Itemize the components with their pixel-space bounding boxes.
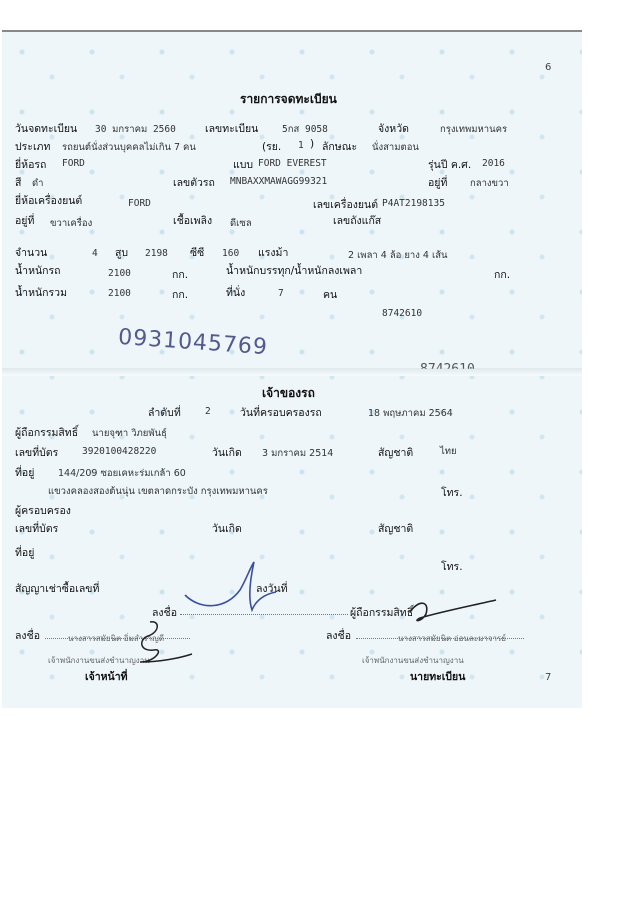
left-official-name: นางสาวสมัยนิต อิ่มสำราญดี <box>68 634 165 643</box>
year: 2016 <box>482 158 505 169</box>
color: ดำ <box>32 178 44 189</box>
id2-label: เลขที่บัตร <box>15 523 59 535</box>
style-value: นั่งสามตอน <box>372 142 419 153</box>
brand-label: ยี่ห้อรถ <box>15 159 47 171</box>
possessor-label: ผู้ครอบครอง <box>15 505 71 517</box>
cc: 2198 <box>145 248 168 259</box>
owner-label: ผู้ถือกรรมสิทธิ์ <box>15 427 79 439</box>
sign-label: ลงชื่อ <box>152 607 177 619</box>
horsepower: 160 <box>222 248 240 259</box>
right-official-name: นางสาวสมัยนิต อ่อนละมาจารย์ <box>398 634 506 643</box>
chassis: MNBAXXMAWAGG99321 <box>230 176 328 187</box>
addr-line1: 144/209 ซอยเคหะร่มเกล้า 60 <box>58 468 186 479</box>
engine-loc-label: อยู่ที่ <box>15 215 35 227</box>
owner-title: เจ้าของรถ <box>262 386 315 400</box>
right-sign-label: ลงชื่อ <box>326 630 351 642</box>
weight: 2100 <box>108 268 131 279</box>
addr-label: ที่อยู่ <box>15 467 35 479</box>
chassis-loc: กลางขวา <box>470 178 509 189</box>
seq-label: ลำดับที่ <box>148 407 181 419</box>
handwritten-phone: 0931045769 <box>117 324 269 361</box>
id-number: 3920100428220 <box>82 446 157 457</box>
brand: FORD <box>62 158 85 169</box>
nationality: ไทย <box>440 446 457 457</box>
seat-label: ที่นั่ง <box>226 287 246 299</box>
weight-label: น้ำหนักรถ <box>15 265 61 277</box>
right-official-role: นายทะเบียน <box>410 671 466 683</box>
chassis-loc-label: อยู่ที่ <box>428 177 448 189</box>
gross-label: น้ำหนักรวม <box>15 287 67 299</box>
poss-date: 18 พฤษภาคม 2564 <box>368 408 453 419</box>
id-label: เลขที่บัตร <box>15 447 59 459</box>
nat-label: สัญชาติ <box>378 447 414 459</box>
seq: 2 <box>205 406 211 417</box>
fuel: ดีเซล <box>230 218 252 229</box>
kg-2: กก. <box>494 269 511 281</box>
rs-label: (รย. <box>262 141 282 153</box>
page-number-bottom: 7 <box>545 672 552 683</box>
seat-unit: คน <box>323 289 338 301</box>
rs-value: 1 <box>298 140 304 151</box>
province: กรุงเทพมหานคร <box>440 124 508 135</box>
vehicle-type: รถยนต์นั่งส่วนบุคคลไม่เกิน 7 คน <box>62 142 196 153</box>
kg-1: กก. <box>172 269 189 281</box>
addr-line2: แขวงคลองสองต้นนุ่น เขตลาดกระบัง กรุงเทพมหานคร <box>48 486 268 497</box>
cylinder-count: 4 <box>92 248 98 259</box>
cc-label: ซีซี <box>190 247 205 259</box>
right-official-signature <box>400 592 510 632</box>
engine-no: P4AT2198135 <box>382 198 445 209</box>
page-fold <box>2 368 582 376</box>
dob: 3 มกราคม 2514 <box>262 448 334 459</box>
left-official-signature <box>130 618 200 668</box>
plate: 5กส 9058 <box>282 124 328 135</box>
registration-title: รายการจดทะเบียน <box>240 92 337 106</box>
chassis-label: เลขตัวรถ <box>173 177 215 189</box>
hp-label: แรงม้า <box>258 247 289 259</box>
engine-no-label: เลขเครื่องยนต์ <box>313 199 379 211</box>
color-label: สี <box>15 177 22 189</box>
page-number-top: 6 <box>545 62 552 73</box>
dob-label: วันเกิด <box>212 447 242 459</box>
sign-role: ผู้ถือกรรมสิทธิ์ <box>350 607 414 619</box>
owner-name: นายจุฑา วิภยพันธุ์ <box>92 428 167 439</box>
tel-label: โทร. <box>441 487 463 499</box>
addr2-label: ที่อยู่ <box>15 547 35 559</box>
tel2-label: โทร. <box>441 561 463 573</box>
count-label: จำนวน <box>15 247 48 259</box>
poss-date-label: วันที่ครอบครองรถ <box>240 407 322 419</box>
engine-brand-label: ยี่ห้อเครื่องยนต์ <box>15 195 83 207</box>
kg-3: กก. <box>172 289 189 301</box>
gas-tank-label: เลขถังแก๊ส <box>333 215 382 227</box>
rs-close: ) <box>310 138 315 150</box>
reg-date-label: วันจดทะเบียน <box>15 123 78 135</box>
dob2-label: วันเกิด <box>212 523 242 535</box>
load-label: น้ำหนักบรรทุก/น้ำหนักลงเพลา <box>226 265 363 277</box>
style-label: ลักษณะ <box>322 141 358 153</box>
cyl-label: สูบ <box>115 247 129 259</box>
type-label: ประเภท <box>15 141 51 153</box>
year-label: รุ่นปี ค.ศ. <box>428 159 472 171</box>
right-official-role-small: เจ้าพนักงานขนส่งชำนาญงาน <box>362 656 464 665</box>
reg-date: 30 มกราคม 2560 <box>95 124 176 135</box>
nat2-label: สัญชาติ <box>378 523 414 535</box>
left-official-role-small: เจ้าพนักงานขนส่งชำนาญงาน <box>48 656 150 665</box>
left-sign-label: ลงชื่อ <box>15 630 40 642</box>
left-official-role: เจ้าหน้าที่ <box>85 671 128 683</box>
gross-weight: 2100 <box>108 288 131 299</box>
doc-code: 8742610 <box>382 308 423 319</box>
model-label: แบบ <box>233 159 254 171</box>
plate-label: เลขทะเบียน <box>205 123 259 135</box>
engine-brand: FORD <box>128 198 151 209</box>
owner-signature <box>180 560 280 620</box>
seats: 7 <box>278 288 284 299</box>
lease-label: สัญญาเช่าซื้อเลขที่ <box>15 583 100 595</box>
lease-date-label: ลงวันที่ <box>256 583 288 595</box>
engine-loc: ขวาเครื่อง <box>50 218 93 229</box>
province-label: จังหวัด <box>378 123 409 135</box>
axle-info: 2 เพลา 4 ล้อ ยาง 4 เส้น <box>348 250 448 261</box>
fuel-label: เชื้อเพลิง <box>173 215 213 227</box>
model: FORD EVEREST <box>258 158 327 169</box>
